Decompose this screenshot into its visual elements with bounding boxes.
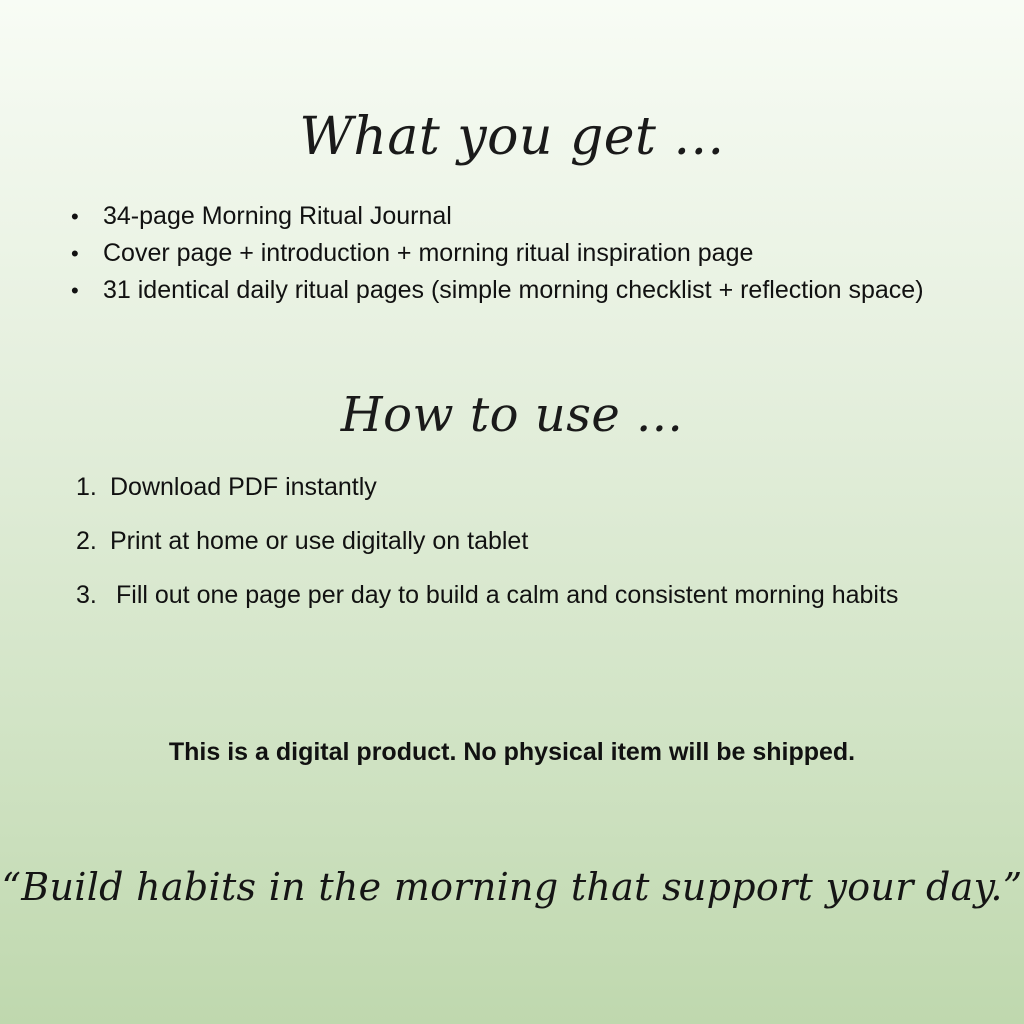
how-to-use-step-3 (76, 582, 970, 609)
list-item (76, 474, 970, 501)
step-number: 3. (76, 581, 97, 609)
digital-product-notice: This is a digital product. No physical item will be shipped. (168, 738, 856, 766)
what-you-get-heading: What you get ... (299, 107, 725, 167)
list-item: • 31 identical daily ritual pages (simple morning checklist + reflection space) (70, 272, 970, 309)
how-to-use-step-2 (76, 528, 970, 555)
step-text: Print at home or use digitally on tablet (110, 527, 529, 555)
closing-quote: “Build habits in the morning that support your day.” (1, 865, 1023, 909)
step-text: Download PDF instantly (110, 473, 377, 501)
step-number: 2. (76, 527, 97, 555)
list-item (76, 528, 970, 555)
step-text: Fill out one page per day to build a calm and consistent morning habits (116, 581, 899, 609)
step-number: 1. (76, 473, 97, 501)
how-to-use-step-1 (76, 474, 970, 501)
what-you-get-list (70, 198, 970, 309)
how-to-use-heading: How to use ... (340, 387, 684, 443)
list-item: • Cover page + introduction + morning ritual inspiration page (70, 235, 970, 272)
list-item (76, 582, 970, 609)
list-item: • 34-page Morning Ritual Journal (70, 198, 970, 235)
